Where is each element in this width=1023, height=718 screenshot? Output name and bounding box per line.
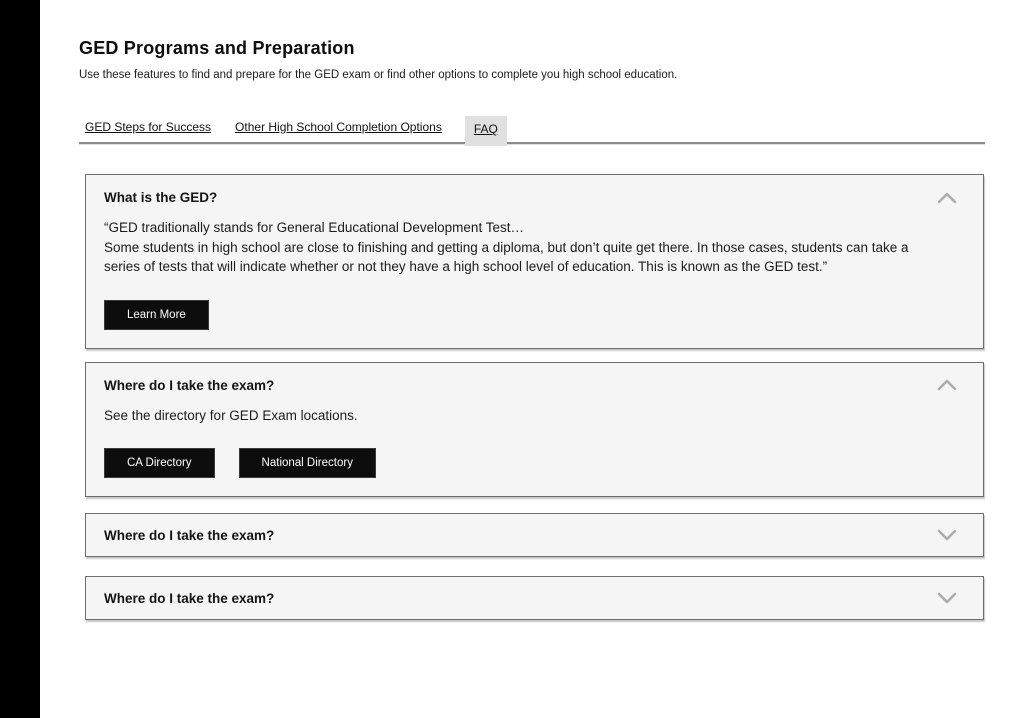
page-title: GED Programs and Preparation: [79, 38, 355, 58]
accordion-body: [86, 218, 983, 348]
answer-line-1: “GED traditionally stands for General Educational Development Test…: [104, 220, 524, 235]
accordion-question: What is the GED?: [104, 190, 218, 205]
faq-accordion: [79, 174, 985, 620]
tab-faq[interactable]: FAQ: [465, 116, 507, 146]
accordion-body: [86, 406, 983, 497]
answer-text: [104, 218, 922, 277]
accordion-item-where-exam-2: [85, 513, 984, 557]
button-row: [104, 300, 957, 330]
tab-list: [84, 114, 507, 144]
answer-text: See the directory for GED Exam locations.: [104, 407, 358, 423]
national-directory-button[interactable]: National Directory: [239, 448, 376, 478]
main-content: [40, 0, 1023, 718]
accordion-header[interactable]: [86, 514, 983, 556]
accordion-item-where-exam-1: [85, 362, 984, 498]
accordion-header[interactable]: [86, 577, 983, 619]
accordion-question: Where do I take the exam?: [104, 377, 275, 393]
learn-more-button[interactable]: Learn More: [104, 300, 209, 330]
chevron-up-icon[interactable]: [937, 192, 957, 204]
accordion-question: Where do I take the exam?: [104, 527, 275, 543]
answer-line-2: Some students in high school are close to finishing and getting a diploma, but don’t quite get there. In those cases, students can take a series of tests that will indicate whether or not they have a high school level of education. This is known as the GED test.”: [104, 239, 909, 274]
left-black-rail: [0, 0, 40, 718]
chevron-up-icon[interactable]: [937, 379, 957, 391]
ca-directory-button[interactable]: CA Directory: [104, 448, 215, 478]
accordion-item-what-is-the-ged: [85, 174, 984, 349]
accordion-header[interactable]: [86, 175, 983, 205]
tab-other-high-school-completion-options[interactable]: Other High School Completion Options: [235, 120, 442, 134]
chevron-down-icon[interactable]: [937, 592, 957, 604]
accordion-question: Where do I take the exam?: [104, 590, 275, 606]
tab-ged-steps-for-success[interactable]: GED Steps for Success: [85, 120, 212, 134]
page-subtitle: Use these features to find and prepare for the GED exam or find other options to complete you high school education.: [79, 69, 678, 81]
chevron-down-icon[interactable]: [937, 529, 957, 541]
button-row: [104, 448, 957, 478]
accordion-header[interactable]: [86, 363, 983, 393]
tab-bar: [79, 118, 985, 144]
accordion-item-where-exam-3: [85, 576, 984, 620]
